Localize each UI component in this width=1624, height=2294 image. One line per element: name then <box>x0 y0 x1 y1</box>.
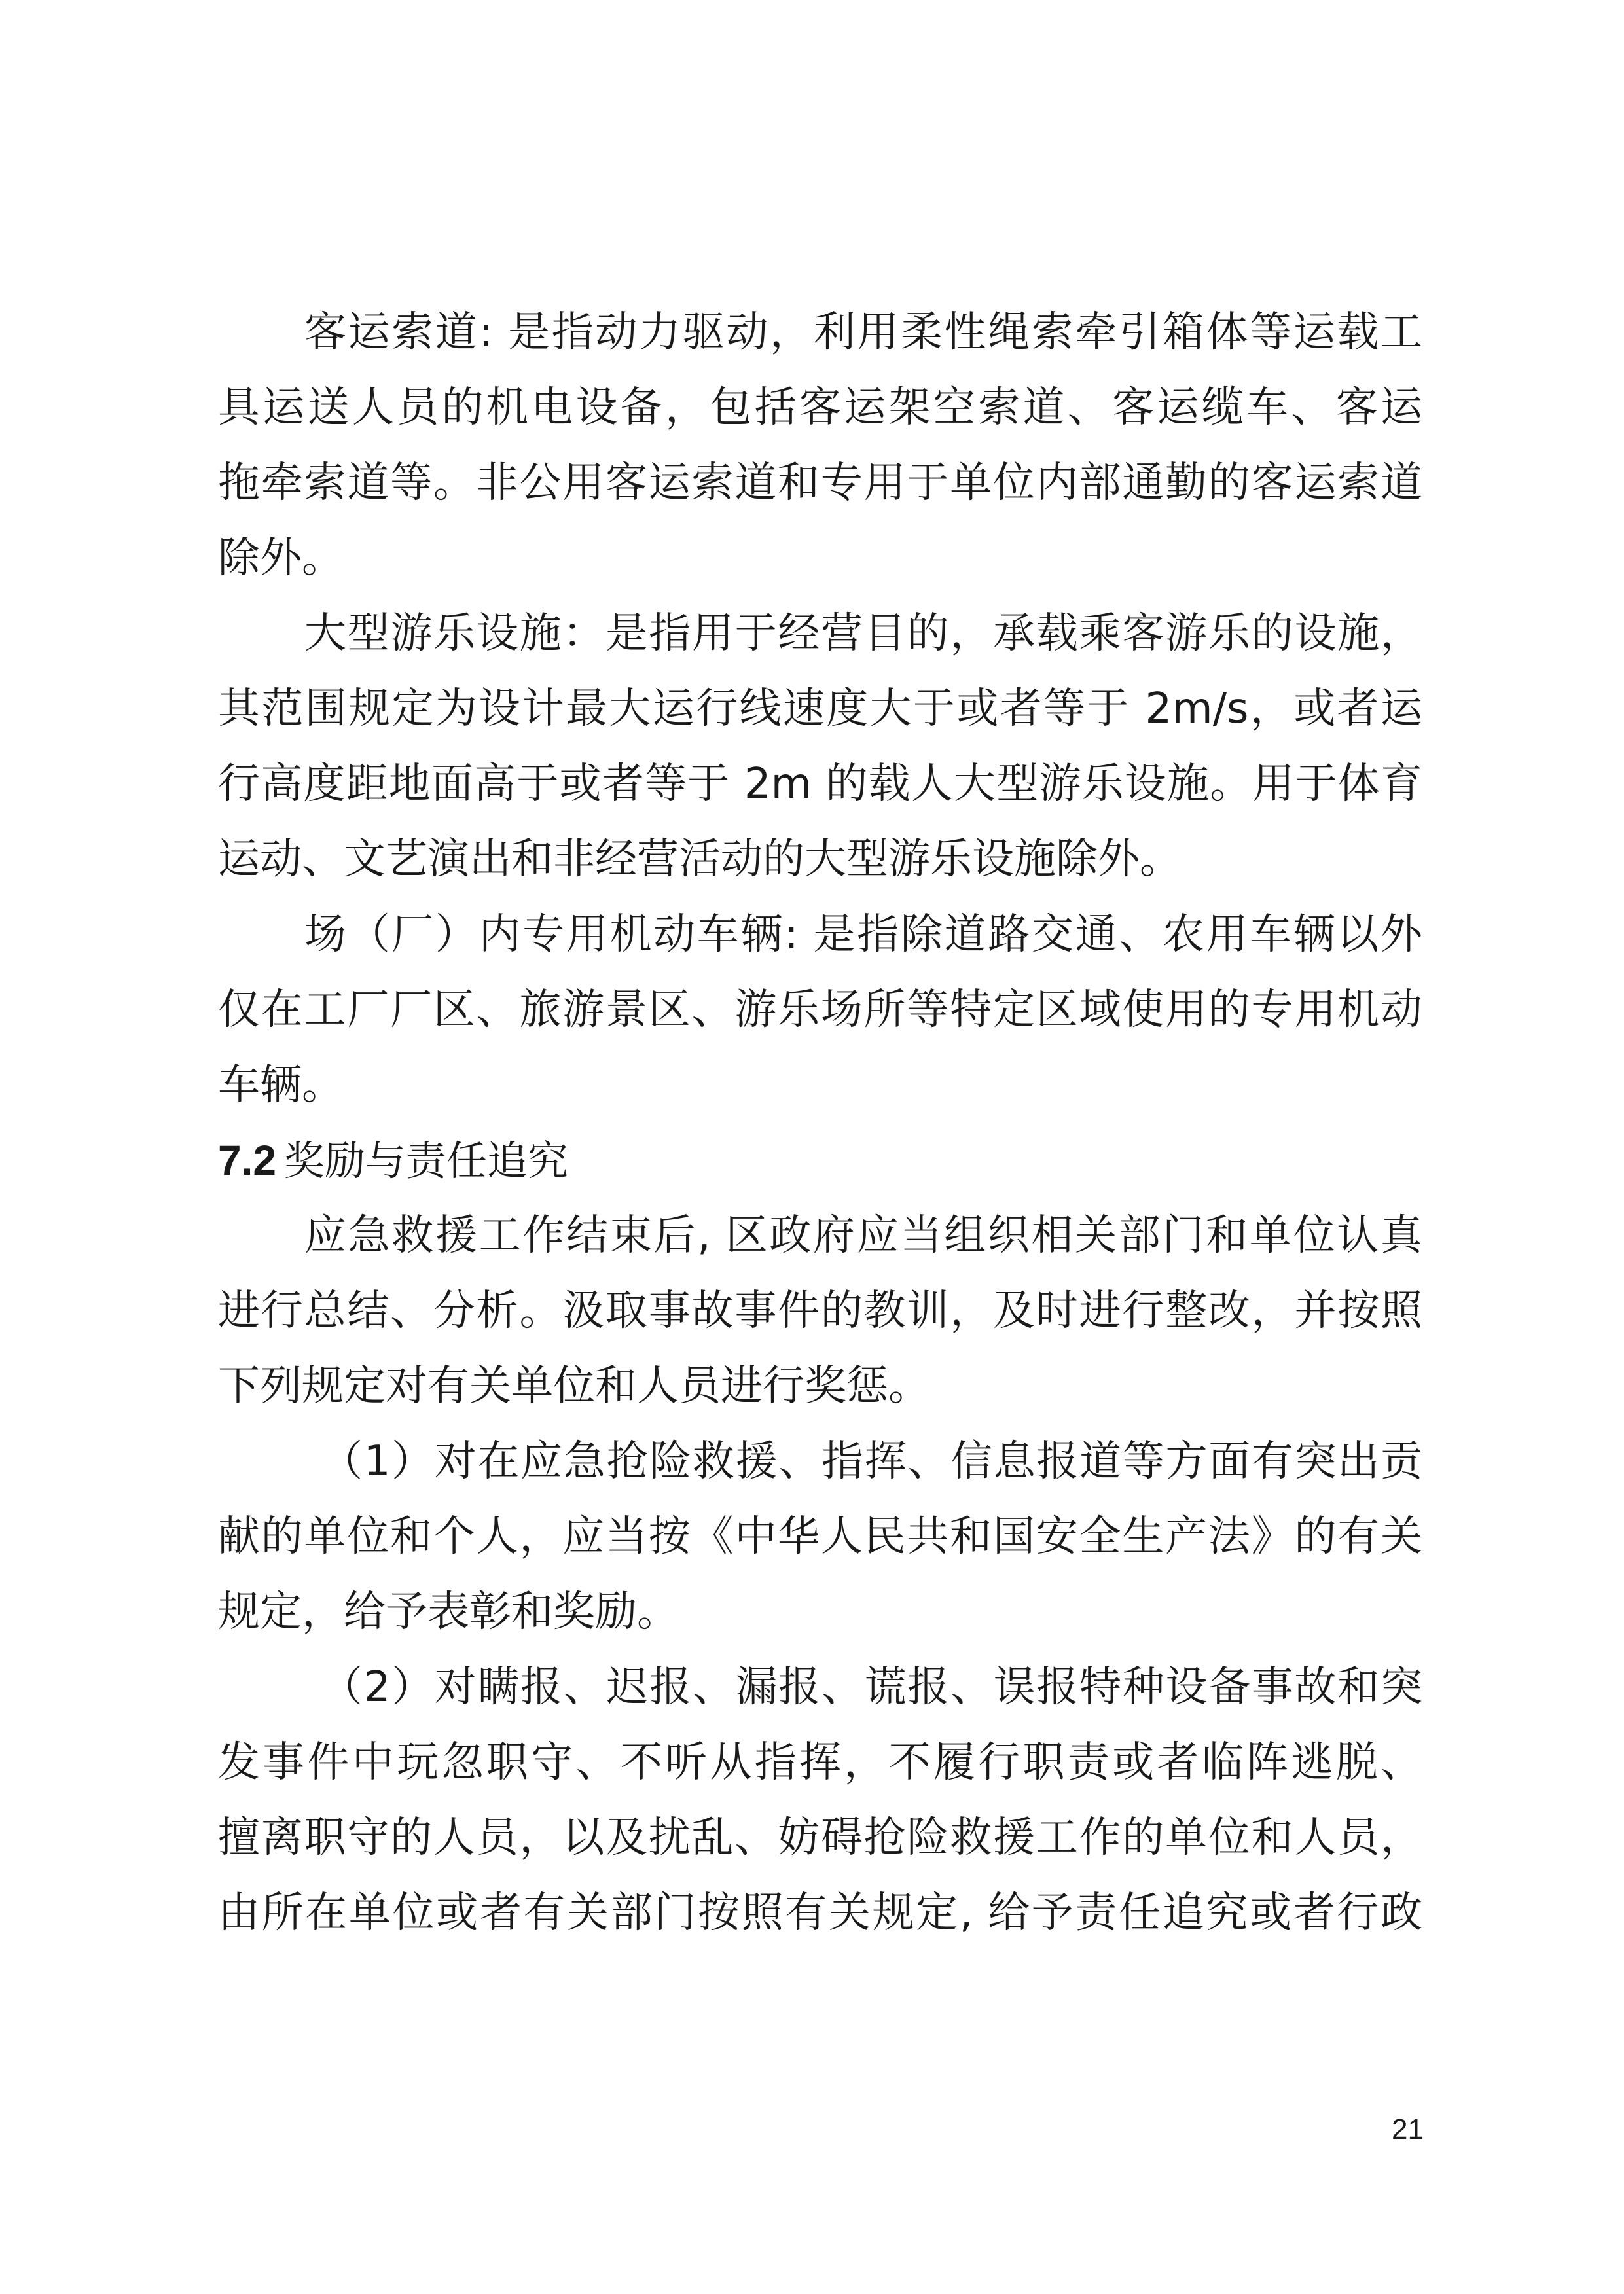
paragraph-line: 由所在单位或者有关部门按照有关规定, 给予责任追究或者行政 <box>218 1889 1422 1937</box>
paragraph-line: 拖牵索道等。非公用客运索道和专用于单位内部通勤的客运索道 <box>218 459 1422 507</box>
section-number: 7.2 <box>218 1137 276 1184</box>
page-number: 21 <box>1392 2113 1424 2145</box>
paragraph-line: 进行总结、分析。汲取事故事件的教训，及时进行整改，并按照 <box>218 1287 1422 1335</box>
paragraph-line: （1）对在应急抢险救援、指挥、信息报道等方面有突出贡 <box>321 1437 1422 1486</box>
paragraph-line: 发事件中玩忽职守、不听从指挥，不履行职责或者临阵逃脱、 <box>218 1738 1422 1787</box>
paragraph-line: 除外。 <box>218 534 344 582</box>
paragraph-line: 客运索道: 是指动力驱动，利用柔性绳索牵引箱体等运载工 <box>304 308 1422 357</box>
paragraph-line: 大型游乐设施：是指用于经营目的，承载乘客游乐的设施， <box>304 609 1422 658</box>
paragraph-line: 行高度距地面高于或者等于 2m 的载人大型游乐设施。用于体育 <box>218 760 1422 808</box>
paragraph-line: 仅在工厂厂区、旅游景区、游乐场所等特定区域使用的专用机动 <box>218 986 1422 1034</box>
paragraph-line: 献的单位和个人，应当按《中华人民共和国安全生产法》的有关 <box>218 1513 1422 1561</box>
paragraph-line: 场（厂）内专用机动车辆: 是指除道路交通、农用车辆以外 <box>304 910 1422 959</box>
paragraph-line: 擅离职守的人员，以及扰乱、妨碍抢险救援工作的单位和人员， <box>218 1814 1422 1862</box>
paragraph-line: 其范围规定为设计最大运行线速度大于或者等于 2m/s，或者运 <box>218 685 1422 733</box>
paragraph-line: 车辆。 <box>218 1061 344 1109</box>
paragraph-line: 规定，给予表彰和奖励。 <box>218 1588 679 1636</box>
paragraph-line: 下列规定对有关单位和人员进行奖惩。 <box>218 1362 930 1410</box>
paragraph-line: （2）对瞒报、迟报、漏报、谎报、误报特种设备事故和突 <box>321 1663 1422 1712</box>
paragraph-line: 具运送人员的机电设备，包括客运架空索道、客运缆车、客运 <box>218 384 1422 432</box>
section-heading <box>218 1121 568 1200</box>
paragraph-line: 应急救援工作结束后, 区政府应当组织相关部门和单位认真 <box>304 1211 1422 1260</box>
paragraph-line: 运动、文艺演出和非经营活动的大型游乐设施除外。 <box>218 835 1182 884</box>
section-title: 奖励与责任追究 <box>283 1137 568 1185</box>
